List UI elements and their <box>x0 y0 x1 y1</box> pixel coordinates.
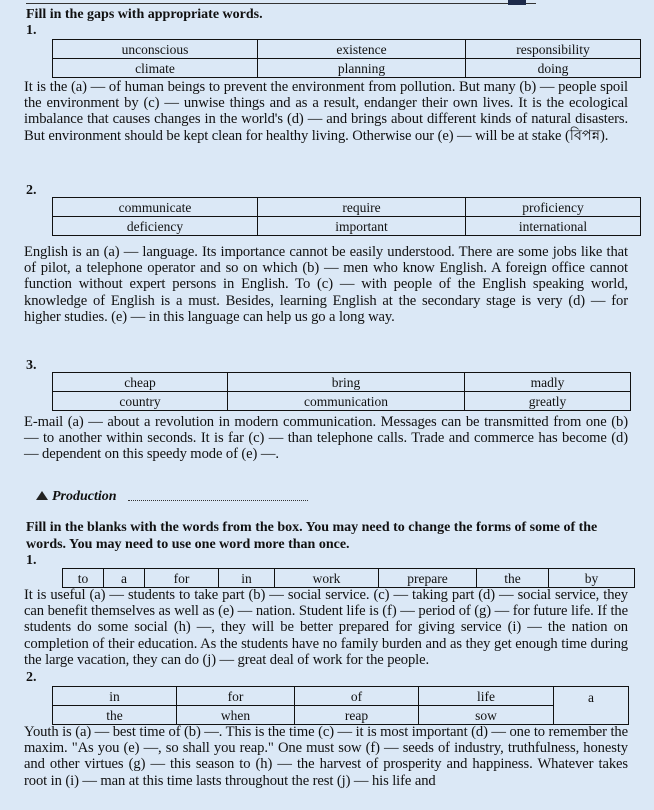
word-cell: important <box>258 217 466 236</box>
word-cell: a <box>554 687 629 725</box>
word-cell: international <box>466 217 641 236</box>
word-cell: country <box>53 392 228 411</box>
word-cell: doing <box>466 59 641 78</box>
word-cell: for <box>145 569 219 588</box>
table-row <box>63 569 635 588</box>
production-label <box>36 489 117 505</box>
word-cell: the <box>477 569 549 588</box>
word-cell: communication <box>228 392 465 411</box>
word-cell: cheap <box>53 373 228 392</box>
heading-fill-blanks: Fill in the blanks with the words from the box. You may need to change the forms of some of the words. You may need to use one word more than once. <box>26 520 598 552</box>
word-cell: responsibility <box>466 40 641 59</box>
word-cell: existence <box>258 40 466 59</box>
table-row <box>53 706 629 725</box>
top-mark <box>508 0 526 5</box>
table-row <box>53 59 641 78</box>
table-row <box>53 373 631 392</box>
section4-number: 1. <box>26 553 37 568</box>
table-row <box>53 392 631 411</box>
section2-word-box <box>52 197 641 236</box>
section1-paragraph: It is the (a) — of human beings to prevent the environment from pollution. But many (b) — people spoil the environment by (c) — unwise things and as a result, endanger their own lives. It is the ecological imbalance that causes changes in the world's (d) — and brings about different kinds of natural disasters. But environment should be kept clean for healthy living. Otherwise our (e) — will be at stake (বিপন্ন). <box>24 79 628 144</box>
production-dotted-rule <box>128 500 308 501</box>
section4-paragraph: It is useful (a) — students to take part (b) — social service. (c) — taking part (d) — social service, they can benefit themselves as well as (e) — nation. Student life is (f) — period of (g) — for future life. If the students do some social (h) —, they will be better prepared for giving service (i) — the nation on completion of their education. As the students have no family burden and as they get enough time during the large vacation, they can do (j) — great deal of work for the people. <box>24 587 628 668</box>
word-cell: climate <box>53 59 258 78</box>
word-cell: bring <box>228 373 465 392</box>
word-cell: sow <box>419 706 554 725</box>
word-cell: greatly <box>465 392 631 411</box>
section2-paragraph: English is an (a) — language. Its importance cannot be easily understood. There are some jobs like that of pilot, a telephone operator and so on which (b) — men who know English. A foreign office cannot function without expert persons in English. To (c) — with people of the English speaking world, knowledge of English is a must. Besides, learning English at the secondary stage is very (d) — for higher studies. (e) — in this language can help us go a long way. <box>24 244 628 325</box>
word-cell: when <box>177 706 295 725</box>
section3-paragraph: E-mail (a) — about a revolution in modern communication. Messages can be transmitted from one (b) — to another within seconds. It is far (c) — than telephone calls. Trade and commerce has become (d) — dependent on this speedy mode of (e) —. <box>24 414 628 463</box>
word-cell: for <box>177 687 295 706</box>
word-cell: madly <box>465 373 631 392</box>
section2-number: 2. <box>26 183 37 198</box>
table-row <box>53 687 629 706</box>
section5-paragraph: Youth is (a) — best time of (b) —. This is the time (c) — it is most important (d) — one to remember the maxim. "As you (e) —, so shall you reap." One must sow (f) — seeds of industry, truthfulness, honesty and other virtues (g) — this season to (h) — the harvest of prosperity and happiness. Whatever takes root in (i) — man at this time lasts throughout the rest (j) — his life and <box>24 724 628 789</box>
section3-number: 3. <box>26 358 37 373</box>
section5-number: 2. <box>26 670 37 685</box>
section3-word-box <box>52 372 631 411</box>
word-cell: deficiency <box>53 217 258 236</box>
triangle-icon <box>36 491 48 500</box>
word-cell: reap <box>295 706 419 725</box>
section1-number: 1. <box>26 23 37 38</box>
production-text: Production <box>52 489 117 504</box>
word-cell: proficiency <box>466 198 641 217</box>
word-cell: in <box>53 687 177 706</box>
heading-fill-gaps: Fill in the gaps with appropriate words. <box>26 7 263 22</box>
word-cell: life <box>419 687 554 706</box>
word-cell: communicate <box>53 198 258 217</box>
word-cell: work <box>275 569 379 588</box>
table-row <box>53 198 641 217</box>
word-cell: unconscious <box>53 40 258 59</box>
word-cell: to <box>63 569 104 588</box>
section5-word-box <box>52 686 629 725</box>
word-cell: require <box>258 198 466 217</box>
word-cell: in <box>219 569 275 588</box>
table-row <box>53 217 641 236</box>
word-cell: a <box>104 569 145 588</box>
word-cell: the <box>53 706 177 725</box>
section4-word-box <box>62 568 635 588</box>
section1-word-box <box>52 39 641 78</box>
top-rule <box>26 3 536 4</box>
word-cell: prepare <box>379 569 477 588</box>
table-row <box>53 40 641 59</box>
word-cell: of <box>295 687 419 706</box>
word-cell: planning <box>258 59 466 78</box>
word-cell: by <box>549 569 635 588</box>
